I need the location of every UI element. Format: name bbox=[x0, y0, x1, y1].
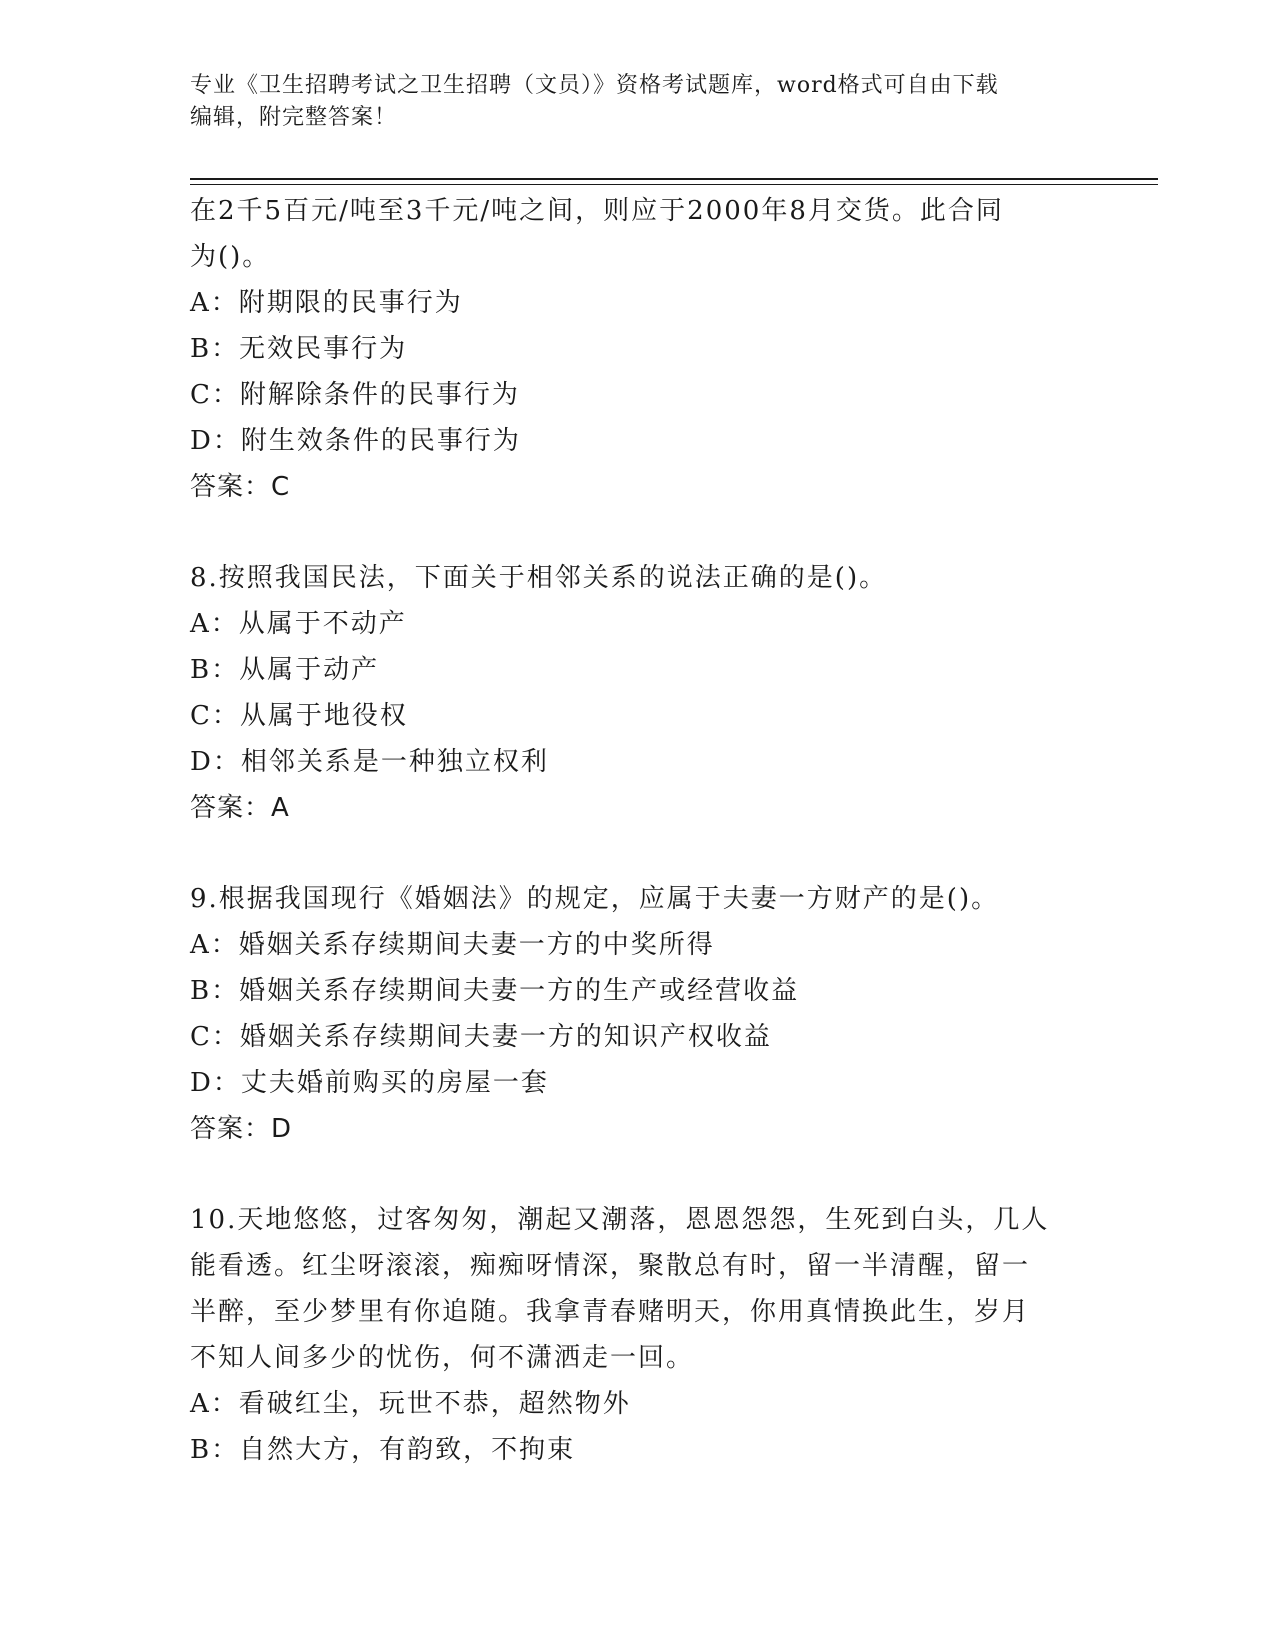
question-stem: 8.按照我国民法，下面关于相邻关系的说法正确的是()。 bbox=[190, 563, 888, 593]
answer: 答案：A bbox=[190, 793, 290, 823]
option-d: D：附生效条件的民事行为 bbox=[190, 426, 521, 456]
header-line-1: 专业《卫生招聘考试之卫生招聘（文员）》资格考试题库，word格式可自由下载 bbox=[190, 73, 999, 98]
question-7 bbox=[190, 188, 1090, 510]
header-line-2: 编辑，附完整答案！ bbox=[190, 105, 398, 130]
question-8 bbox=[190, 555, 1090, 831]
question-stem: 9.根据我国现行《婚姻法》的规定，应属于夫妻一方财产的是()。 bbox=[190, 884, 1000, 914]
question-10 bbox=[190, 1197, 1090, 1473]
option-a: A：婚姻关系存续期间夫妻一方的中奖所得 bbox=[190, 930, 715, 960]
question-list bbox=[190, 188, 1090, 1473]
document-header bbox=[190, 70, 1090, 134]
option-c: C：附解除条件的民事行为 bbox=[190, 380, 520, 410]
header-rule-thick bbox=[190, 178, 1158, 180]
question-stem: 在2千5百元/吨至3千元/吨之间，则应于2000年8月交货。此合同 bbox=[190, 196, 1004, 226]
question-stem: 10.天地悠悠，过客匆匆，潮起又潮落，恩恩怨怨，生死到白头，几人 bbox=[190, 1205, 1050, 1235]
question-stem: 能看透。红尘呀滚滚，痴痴呀情深，聚散总有时，留一半清醒，留一 bbox=[190, 1251, 1031, 1281]
question-stem: 不知人间多少的忧伤，何不潇洒走一回。 bbox=[190, 1343, 695, 1373]
option-a: A：看破红尘，玩世不恭，超然物外 bbox=[190, 1389, 631, 1419]
option-d: D：丈夫婚前购买的房屋一套 bbox=[190, 1068, 549, 1098]
question-9 bbox=[190, 876, 1090, 1152]
option-b: B：婚姻关系存续期间夫妻一方的生产或经营收益 bbox=[190, 976, 800, 1006]
option-b: B：自然大方，有韵致，不拘束 bbox=[190, 1435, 576, 1465]
option-c: C：从属于地役权 bbox=[190, 701, 408, 731]
option-d: D：相邻关系是一种独立权利 bbox=[190, 747, 549, 777]
answer: 答案：D bbox=[190, 1114, 293, 1144]
question-stem: 半醉，至少梦里有你追随。我拿青春赌明天，你用真情换此生，岁月 bbox=[190, 1297, 1031, 1327]
option-c: C：婚姻关系存续期间夫妻一方的知识产权收益 bbox=[190, 1022, 772, 1052]
question-stem: 为()。 bbox=[190, 242, 271, 272]
answer: 答案：C bbox=[190, 472, 291, 502]
option-a: A：附期限的民事行为 bbox=[190, 288, 463, 318]
option-b: B：无效民事行为 bbox=[190, 334, 408, 364]
option-a: A：从属于不动产 bbox=[190, 609, 407, 639]
option-b: B：从属于动产 bbox=[190, 655, 380, 685]
header-rule-thin bbox=[190, 184, 1158, 185]
